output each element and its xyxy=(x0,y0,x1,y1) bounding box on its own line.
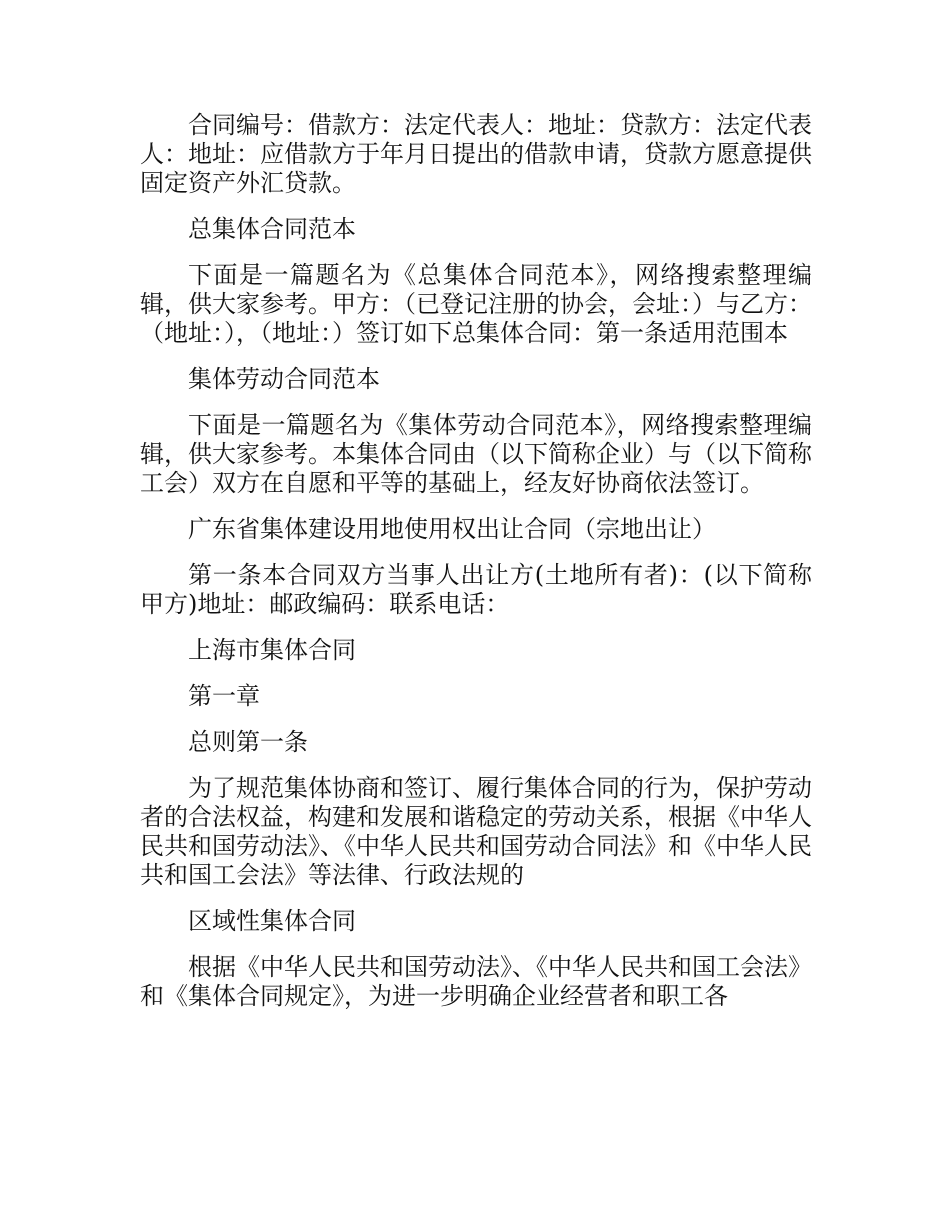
heading-collective-labor-contract: 集体劳动合同范本 xyxy=(188,365,380,393)
paragraph-purpose: 为了规范集体协商和签订、履行集体合同的行为，保护劳动者的合法权益，构建和发展和谐稳定的劳动关系，根据《中华人民共和国劳动法》、《中华人民共和国劳动合同法》和《中华人民共和国工会法》等法律、行政法规的 xyxy=(140,774,812,889)
paragraph-guangdong-land-contract: 第一条本合同双方当事人出让方(土地所有者)：(以下简称甲方)地址：邮政编码：联系电话： xyxy=(140,561,812,618)
heading-chapter-one: 第一章 xyxy=(188,682,260,710)
heading-guangdong-land-contract: 广东省集体建设用地使用权出让合同（宗地出让） xyxy=(188,515,716,543)
paragraph-collective-labor-contract: 下面是一篇题名为《集体劳动合同范本》，网络搜索整理编辑，供大家参考。本集体合同由（以下简称企业）与（以下简称工会）双方在自愿和平等的基础上，经友好协商依法签订。 xyxy=(140,411,812,497)
paragraph-general-collective-contract: 下面是一篇题名为《总集体合同范本》，网络搜索整理编辑，供大家参考。甲方：（已登记注册的协会，会址：）与乙方：（地址：），（地址：）签订如下总集体合同：第一条适用范围本 xyxy=(140,261,812,347)
heading-general-collective-contract: 总集体合同范本 xyxy=(188,215,356,243)
heading-general-article-one: 总则第一条 xyxy=(188,728,308,756)
paragraph-loan-contract: 合同编号：借款方：法定代表人：地址：贷款方：法定代表人：地址：应借款方于年月日提出的借款申请，贷款方愿意提供固定资产外汇贷款。 xyxy=(140,111,812,197)
heading-regional-collective-contract: 区域性集体合同 xyxy=(188,907,356,935)
document-body xyxy=(140,111,812,1028)
paragraph-regional-collective-contract: 根据《中华人民共和国劳动法》、《中华人民共和国工会法》和《集体合同规定》，为进一步明确企业经营者和职工各 xyxy=(140,953,812,1010)
heading-shanghai-collective-contract: 上海市集体合同 xyxy=(188,636,356,664)
